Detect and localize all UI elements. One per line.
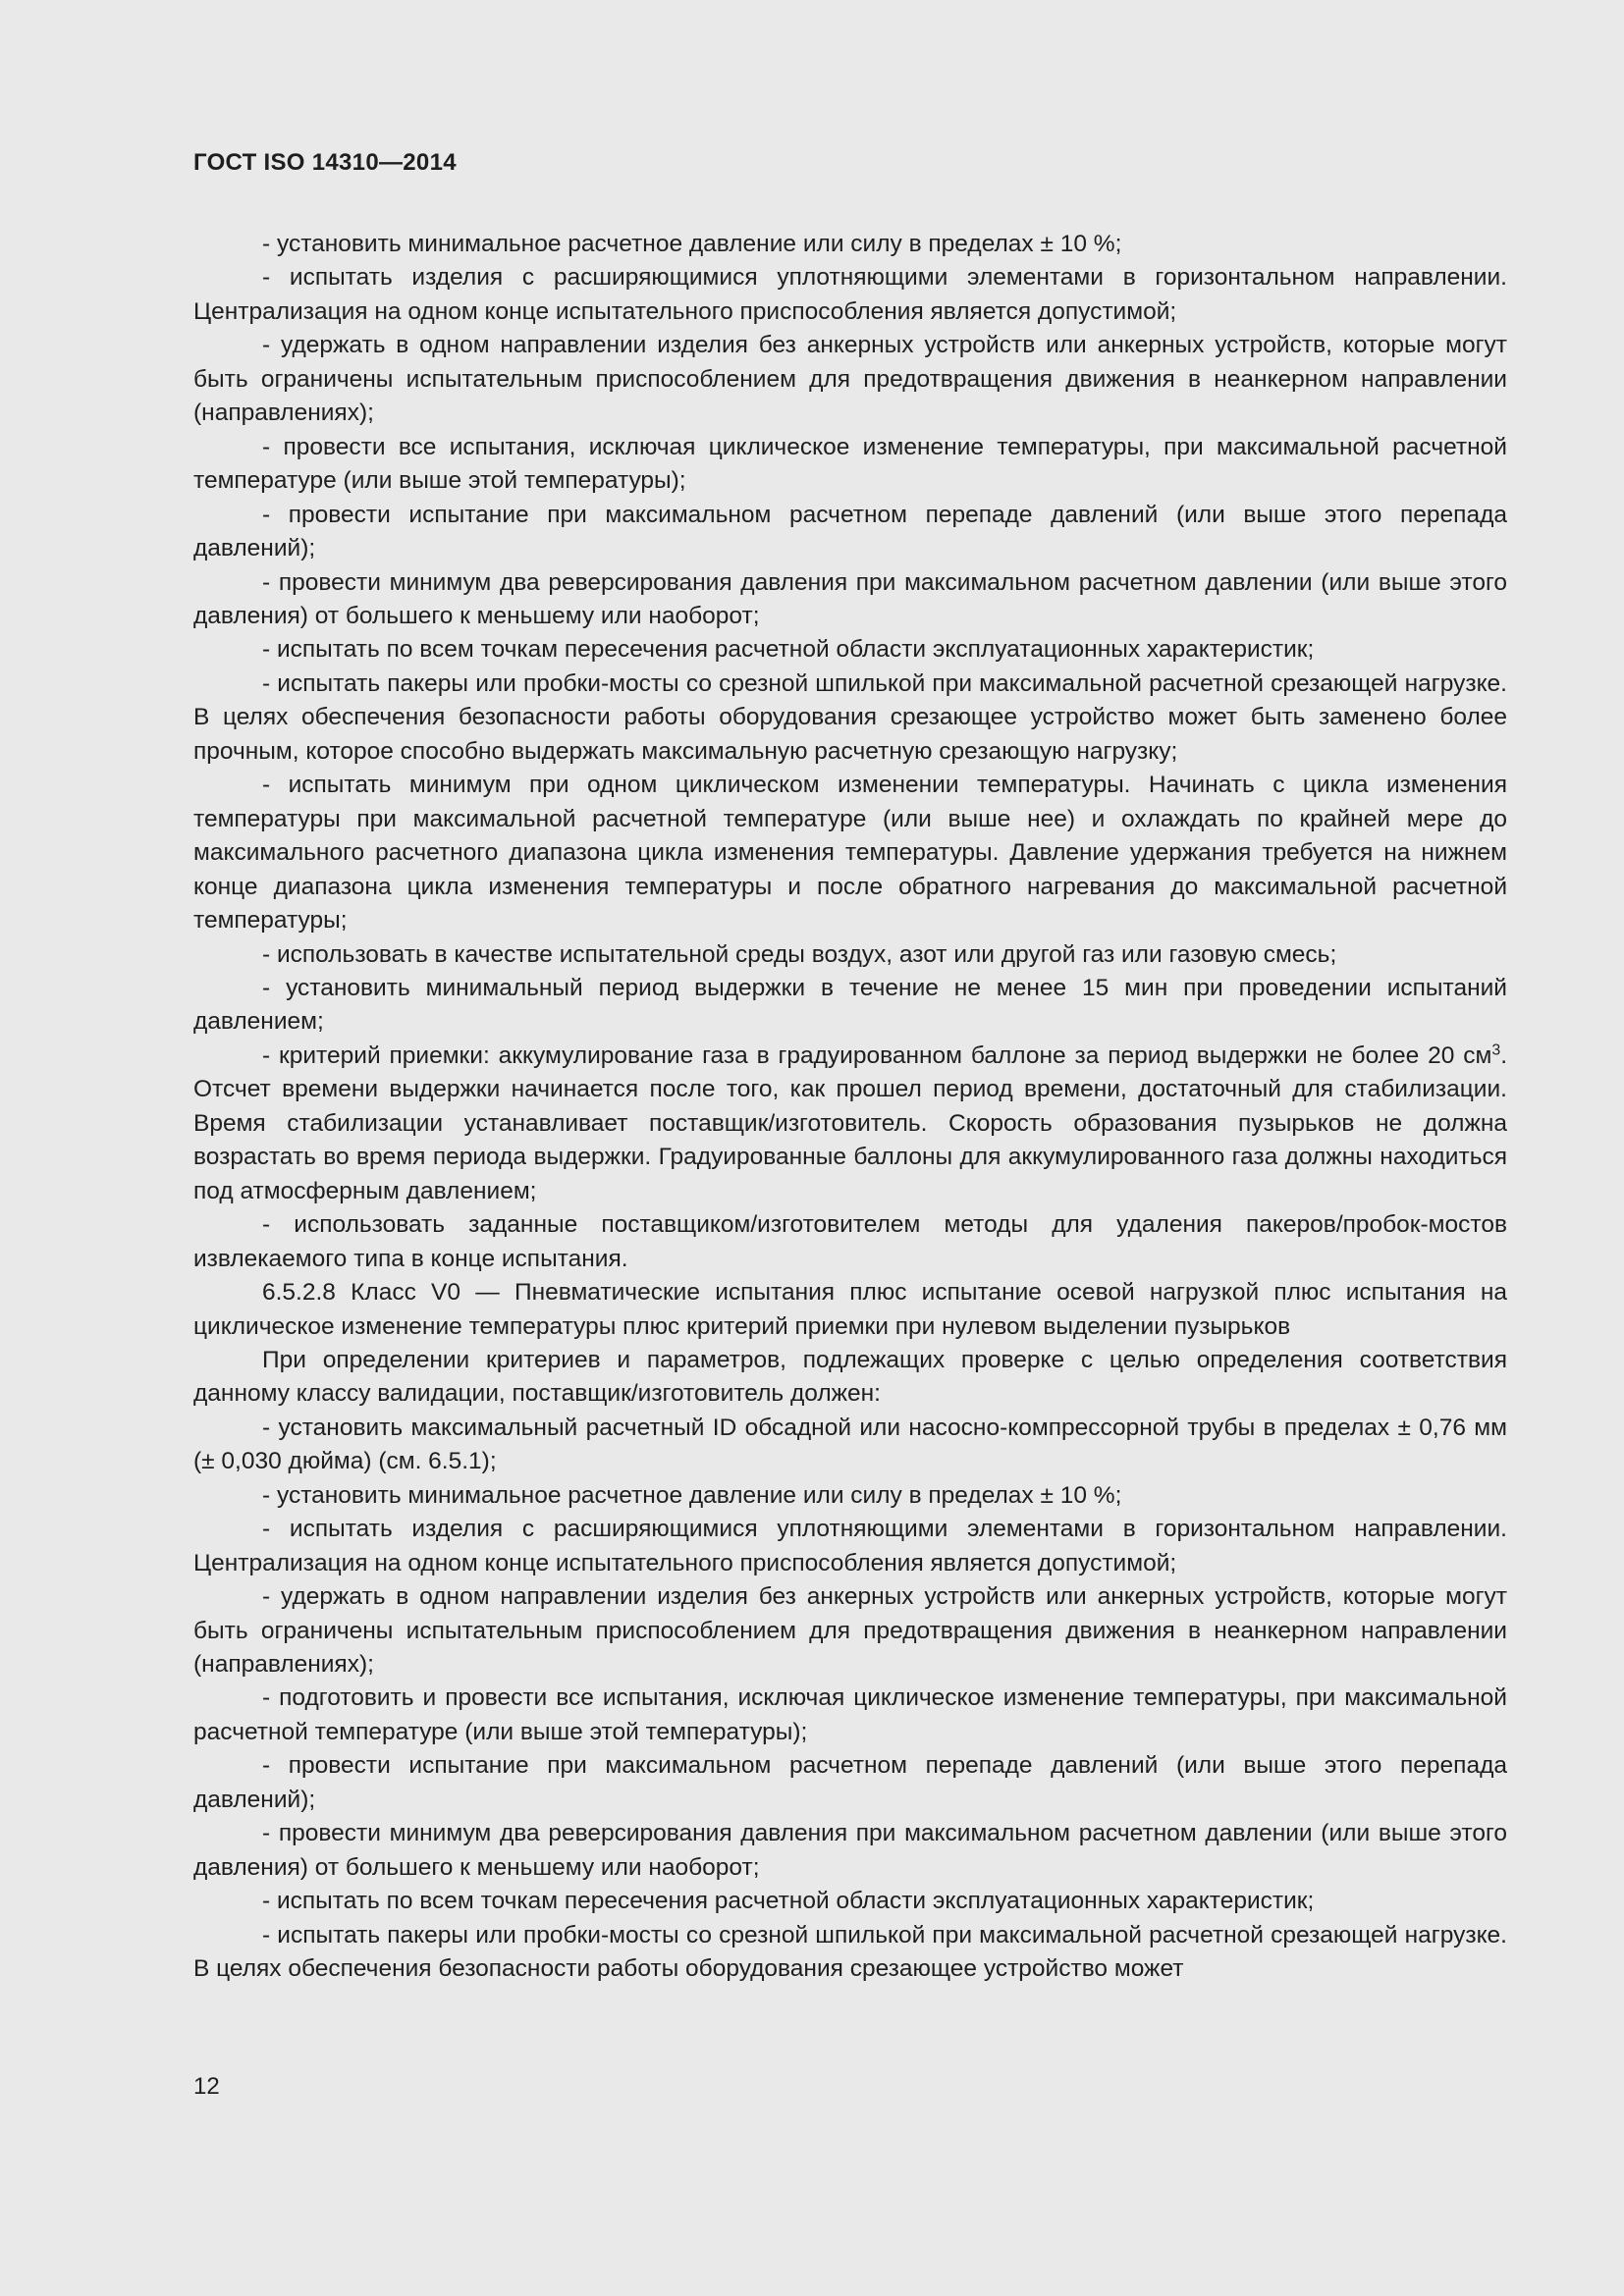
paragraph: - провести минимум два реверсирования давления при максимальном расчетном давлении (или выше этого давления) от большего к меньшему или наоборот; (193, 568, 1507, 629)
paragraph: - установить минимальное расчетное давление или силу в пределах ± 10 %; (262, 1481, 1122, 1509)
paragraph: - провести испытание при максимальном расчетном перепаде давлений (или выше этого перепада давлений); (193, 501, 1507, 562)
paragraph: - испытать пакеры или пробки-мосты со срезной шпилькой при максимальной расчетной срезающей нагрузке. В целях обеспечения безопасности работы оборудования срезающее устройство может быть заменено более прочным, которое способно выдержать максимальную расчетную срезающую нагрузку; (193, 669, 1507, 765)
paragraph: - провести минимум два реверсирования давления при максимальном расчетном давлении (или выше этого давления) от большего к меньшему или наоборот; (193, 1820, 1507, 1881)
paragraph: - использовать в качестве испытательной среды воздух, азот или другой газ или газовую смесь; (262, 940, 1337, 968)
paragraph: - удержать в одном направлении изделия без анкерных устройств или анкерных устройств, которые могут быть ограничены испытательным приспособлением для предотвращения движения в неанкерном направлении (направлениях); (193, 1583, 1507, 1679)
document-header-title: ГОСТ ISO 14310—2014 (193, 149, 457, 176)
superscript-cubic: 3 (1491, 1041, 1501, 1059)
acceptance-criterion-paragraph (193, 1040, 1507, 1208)
paragraph: - провести испытание при максимальном расчетном перепаде давлений (или выше этого перепада давлений); (193, 1752, 1507, 1813)
paragraph: - испытать по всем точкам пересечения расчетной области эксплуатационных характеристик; (262, 636, 1315, 664)
section-heading-6-5-2-8: 6.5.2.8 Класс V0 — Пневматические испытания плюс испытание осевой нагрузкой плюс испытания на циклическое изменение температуры плюс критерий приемки при нулевом выделении пузырьков (193, 1279, 1507, 1340)
paragraph: - испытать пакеры или пробки-мосты со срезной шпилькой при максимальной расчетной срезающей нагрузке. В целях обеспечения безопасности работы оборудования срезающее устройство может (193, 1921, 1507, 1983)
page-number: 12 (193, 2073, 220, 2100)
acceptance-text-after: . Отсчет времени выдержки начинается после того, как прошел период времени, достаточный для стабилизации. Время стабилизации устанавливает поставщик/изготовитель. Скорость образования пузырьков не должна возрастать во время периода выдержки. Градуированные баллоны для аккумулированного газа должны находиться под атмосферным давлением; (193, 1041, 1507, 1204)
paragraph: - испытать по всем точкам пересечения расчетной области эксплуатационных характеристик; (262, 1888, 1315, 1915)
paragraph: - провести все испытания, исключая циклическое изменение температуры, при максимальной расчетной температуре (или выше этой температуры); (193, 433, 1507, 495)
paragraph: - удержать в одном направлении изделия без анкерных устройств или анкерных устройств, которые могут быть ограничены испытательным приспособлением для предотвращения движения в неанкерном направлении (направлениях); (193, 332, 1507, 427)
paragraph: - испытать изделия с расширяющимися уплотняющими элементами в горизонтальном направлении. Централизация на одном конце испытательного приспособления является допустимой; (193, 264, 1507, 325)
document-body (193, 228, 1507, 1987)
paragraph: При определении критериев и параметров, подлежащих проверке с целью определения соответствия данному классу валидации, поставщик/изготовитель должен: (193, 1346, 1507, 1408)
acceptance-text-before: - критерий приемки: аккумулирование газа в градуированном баллоне за период выдержки не более 20 см (262, 1041, 1492, 1069)
paragraph: - использовать заданные поставщиком/изготовителем методы для удаления пакеров/пробок-мостов извлекаемого типа в конце испытания. (193, 1211, 1507, 1272)
paragraph: - установить максимальный расчетный ID обсадной или насосно-компрессорной трубы в пределах ± 0,76 мм (± 0,030 дюйма) (см. 6.5.1); (193, 1414, 1507, 1475)
paragraph: - испытать минимум при одном циклическом изменении температуры. Начинать с цикла изменения температуры при максимальной расчетной температуре (или выше нее) и охлаждать по крайней мере до максимального расчетного диапазона цикла изменения температуры. Давление удержания требуется на нижнем конце диапазона цикла изменения температуры и после обратного нагревания до максимальной расчетной температуры; (193, 772, 1507, 934)
paragraph: - испытать изделия с расширяющимися уплотняющими элементами в горизонтальном направлении. Централизация на одном конце испытательного приспособления является допустимой; (193, 1516, 1507, 1576)
paragraph: - подготовить и провести все испытания, исключая циклическое изменение температуры, при максимальной расчетной температуре (или выше этой температуры); (193, 1684, 1507, 1745)
paragraph: - установить минимальное расчетное давление или силу в пределах ± 10 %; (262, 231, 1122, 257)
paragraph: - установить минимальный период выдержки в течение не менее 15 мин при проведении испытаний давлением; (193, 974, 1507, 1036)
